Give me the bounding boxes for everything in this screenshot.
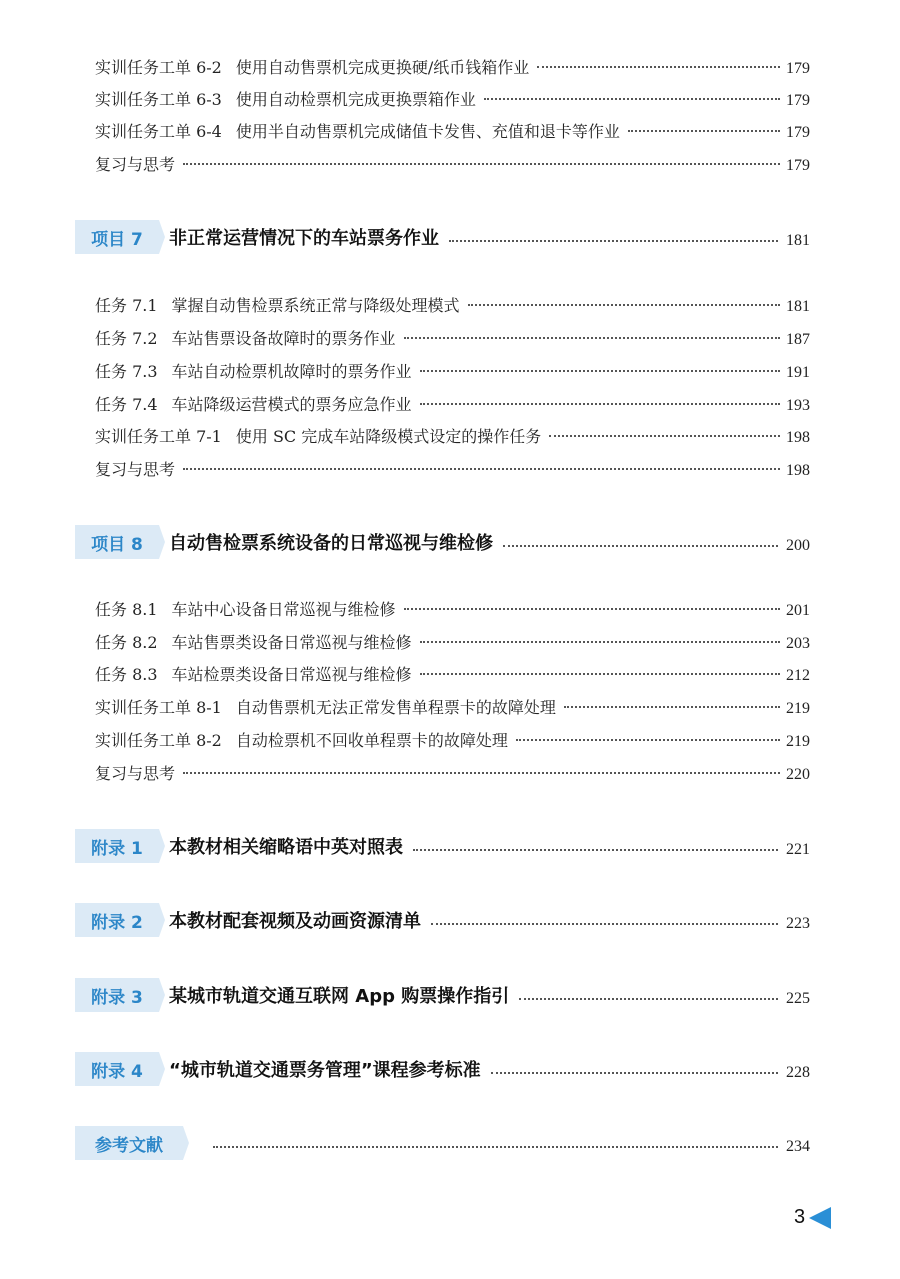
heading-title: 非正常运营情况下的车站票务作业 bbox=[169, 228, 439, 249]
toc-entry[interactable] bbox=[95, 87, 810, 113]
heading-page: 221 bbox=[786, 841, 810, 858]
heading-title: “城市轨道交通票务管理”课程参考标准 bbox=[169, 1060, 481, 1081]
dot-leader bbox=[537, 66, 780, 68]
section-tag: 项目 8 bbox=[75, 525, 159, 559]
dot-leader bbox=[213, 1146, 778, 1148]
dot-leader bbox=[549, 435, 780, 437]
entry-label: 任务 8.3 bbox=[95, 665, 158, 684]
entry-title: 车站中心设备日常巡视与维检修 bbox=[171, 600, 396, 619]
dot-leader bbox=[468, 304, 780, 306]
heading-title: 本教材相关缩略语中英对照表 bbox=[169, 837, 403, 858]
entry-page: 179 bbox=[786, 60, 810, 77]
toc-entry[interactable] bbox=[95, 424, 810, 450]
entry-label: 任务 7.1 bbox=[95, 296, 158, 315]
entry-page: 179 bbox=[786, 124, 810, 141]
entry-page: 219 bbox=[786, 733, 810, 750]
heading-page: 223 bbox=[786, 915, 810, 932]
toc-entry[interactable] bbox=[95, 326, 810, 352]
entry-page: 203 bbox=[786, 635, 810, 652]
entry-title: 车站降级运营模式的票务应急作业 bbox=[171, 395, 412, 414]
section-tag: 附录 3 bbox=[75, 978, 159, 1012]
section-tag: 附录 4 bbox=[75, 1052, 159, 1086]
entry-page: 201 bbox=[786, 602, 810, 619]
entry-title: 使用 SC 完成车站降级模式设定的操作任务 bbox=[235, 427, 542, 446]
entry-page: 181 bbox=[786, 298, 810, 315]
entry-page: 219 bbox=[786, 700, 810, 717]
entry-title: 使用自动检票机完成更换票箱作业 bbox=[235, 90, 476, 109]
entry-page: 193 bbox=[786, 397, 810, 414]
entry-page: 198 bbox=[786, 429, 810, 446]
entry-label: 任务 7.2 bbox=[95, 329, 158, 348]
dot-leader bbox=[413, 849, 778, 851]
toc-entry[interactable] bbox=[95, 695, 810, 721]
toc-entry[interactable] bbox=[95, 55, 810, 81]
toc-heading-appendix-4[interactable] bbox=[75, 1052, 810, 1086]
heading-page: 228 bbox=[786, 1064, 810, 1081]
entry-page: 220 bbox=[786, 766, 810, 783]
entry-label: 任务 7.3 bbox=[95, 362, 158, 381]
entry-page: 187 bbox=[786, 331, 810, 348]
toc-entry[interactable] bbox=[95, 119, 810, 145]
entry-label: 任务 8.1 bbox=[95, 600, 158, 619]
entry-page: 179 bbox=[786, 157, 810, 174]
entry-label: 实训任务工单 7-1 bbox=[95, 427, 222, 446]
dot-leader bbox=[420, 641, 780, 643]
toc-entry[interactable] bbox=[95, 293, 810, 319]
dot-leader bbox=[449, 240, 778, 242]
entry-label: 任务 8.2 bbox=[95, 633, 158, 652]
toc-entry[interactable] bbox=[95, 597, 810, 623]
entry-page: 179 bbox=[786, 92, 810, 109]
toc-heading-project-8[interactable] bbox=[75, 525, 810, 559]
entry-title: 使用半自动售票机完成储值卡发售、充值和退卡等作业 bbox=[235, 122, 620, 141]
section-tag: 附录 2 bbox=[75, 903, 159, 937]
dot-leader bbox=[628, 130, 780, 132]
entry-label: 实训任务工单 6-2 bbox=[95, 58, 222, 77]
toc-heading-appendix-2[interactable] bbox=[75, 903, 810, 937]
entry-title: 车站售票类设备日常巡视与维检修 bbox=[171, 633, 412, 652]
entry-page: 191 bbox=[786, 364, 810, 381]
section-tag: 参考文献 bbox=[75, 1126, 183, 1160]
toc-entry[interactable] bbox=[95, 728, 810, 754]
heading-page: 225 bbox=[786, 990, 810, 1007]
triangle-marker-icon bbox=[809, 1207, 831, 1229]
page-number-text: 3 bbox=[794, 1206, 806, 1228]
dot-leader bbox=[564, 706, 780, 708]
entry-title: 车站检票类设备日常巡视与维检修 bbox=[171, 665, 412, 684]
dot-leader bbox=[519, 998, 778, 1000]
dot-leader bbox=[404, 608, 780, 610]
heading-page: 234 bbox=[786, 1138, 810, 1155]
entry-title: 使用自动售票机完成更换硬/纸币钱箱作业 bbox=[235, 58, 530, 77]
page-number bbox=[794, 1206, 831, 1229]
toc-heading-references[interactable] bbox=[75, 1126, 810, 1160]
toc-heading-appendix-3[interactable] bbox=[75, 978, 810, 1012]
entry-page: 198 bbox=[786, 462, 810, 479]
dot-leader bbox=[491, 1072, 778, 1074]
dot-leader bbox=[431, 923, 778, 925]
entry-title: 自动检票机不回收单程票卡的故障处理 bbox=[235, 731, 508, 750]
entry-title: 车站自动检票机故障时的票务作业 bbox=[171, 362, 412, 381]
entry-label: 复习与思考 bbox=[95, 460, 176, 479]
dot-leader bbox=[183, 468, 780, 470]
dot-leader bbox=[516, 739, 780, 741]
toc-heading-appendix-1[interactable] bbox=[75, 829, 810, 863]
entry-page: 212 bbox=[786, 667, 810, 684]
section-tag: 项目 7 bbox=[75, 220, 159, 254]
toc-entry[interactable] bbox=[95, 457, 810, 483]
dot-leader bbox=[183, 163, 780, 165]
heading-title: 自动售检票系统设备的日常巡视与维检修 bbox=[169, 533, 493, 554]
entry-label: 复习与思考 bbox=[95, 155, 176, 174]
entry-label: 实训任务工单 8-2 bbox=[95, 731, 222, 750]
dot-leader bbox=[420, 370, 780, 372]
entry-label: 复习与思考 bbox=[95, 764, 176, 783]
heading-title: 某城市轨道交通互联网 App 购票操作指引 bbox=[169, 986, 510, 1007]
entry-label: 实训任务工单 6-4 bbox=[95, 122, 222, 141]
dot-leader bbox=[503, 545, 778, 547]
entry-label: 实训任务工单 8-1 bbox=[95, 698, 222, 717]
entry-label: 实训任务工单 6-3 bbox=[95, 90, 222, 109]
heading-page: 200 bbox=[786, 537, 810, 554]
heading-title: 本教材配套视频及动画资源清单 bbox=[169, 911, 421, 932]
dot-leader bbox=[183, 772, 780, 774]
entry-title: 自动售票机无法正常发售单程票卡的故障处理 bbox=[235, 698, 556, 717]
entry-title: 车站售票设备故障时的票务作业 bbox=[171, 329, 396, 348]
dot-leader bbox=[404, 337, 780, 339]
dot-leader bbox=[420, 673, 780, 675]
dot-leader bbox=[420, 403, 780, 405]
toc-entry[interactable] bbox=[95, 630, 810, 656]
toc-entry[interactable] bbox=[95, 392, 810, 418]
toc-entry[interactable] bbox=[95, 662, 810, 688]
toc-entry[interactable] bbox=[95, 761, 810, 787]
entry-title: 掌握自动售检票系统正常与降级处理模式 bbox=[171, 296, 460, 315]
dot-leader bbox=[484, 98, 780, 100]
toc-entry[interactable] bbox=[95, 359, 810, 385]
entry-label: 任务 7.4 bbox=[95, 395, 158, 414]
heading-page: 181 bbox=[786, 232, 810, 249]
toc-heading-project-7[interactable] bbox=[75, 220, 810, 254]
toc-entry[interactable] bbox=[95, 152, 810, 178]
section-tag: 附录 1 bbox=[75, 829, 159, 863]
